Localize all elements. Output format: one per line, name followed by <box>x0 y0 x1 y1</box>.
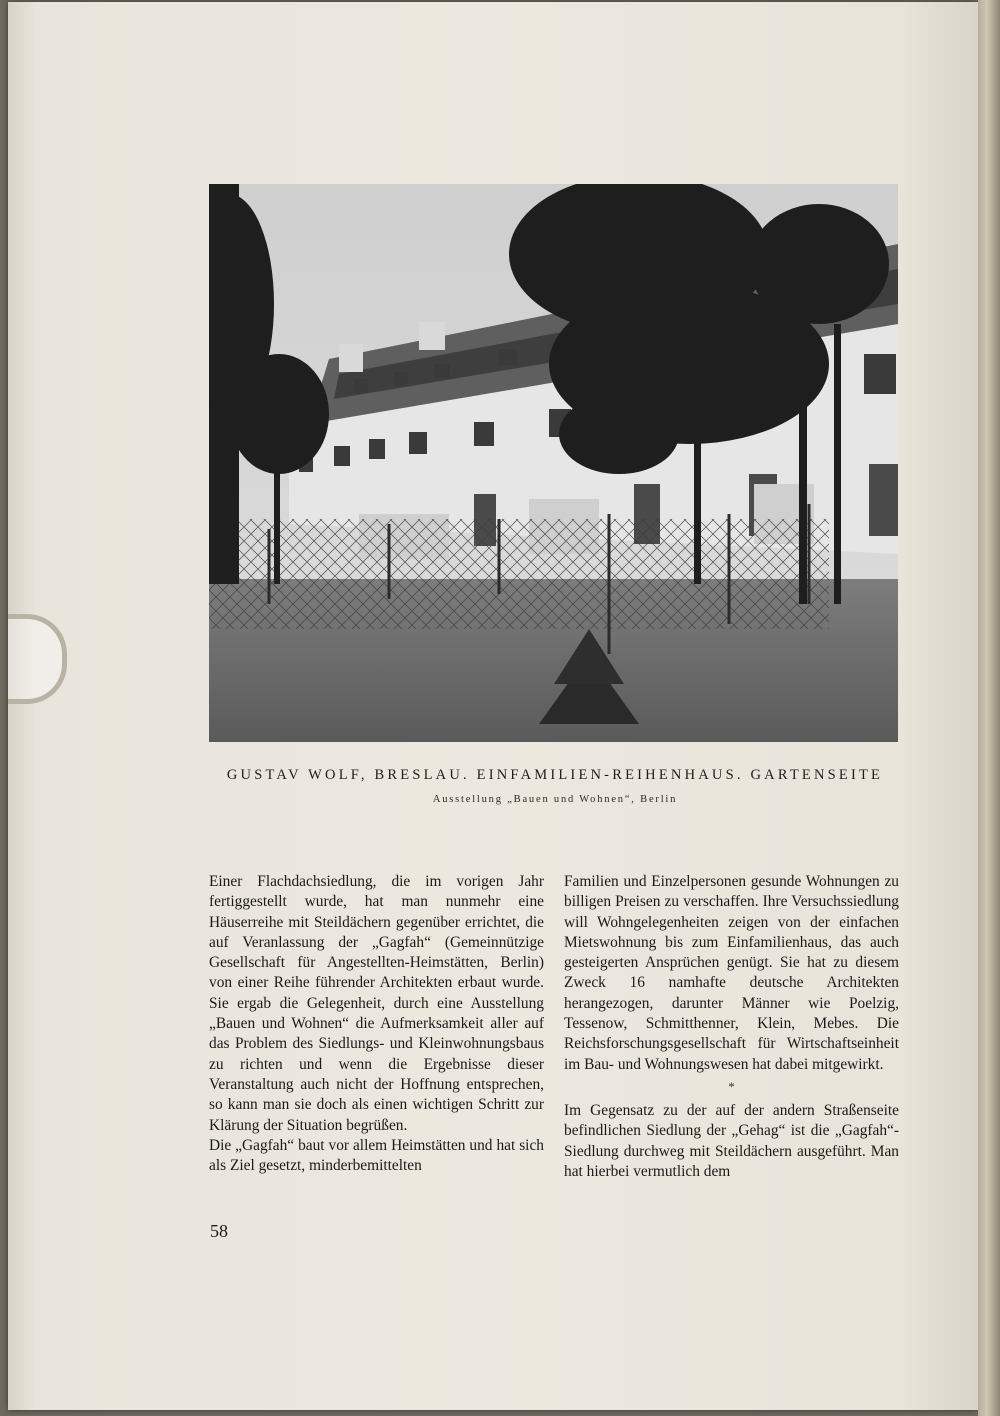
text-column-left <box>209 872 544 1176</box>
page-number: 58 <box>210 1221 228 1241</box>
photo-subcaption: Ausstellung „Bauen und Wohnen“, Berlin <box>432 794 678 805</box>
paragraph: Familien und Einzelpersonen gesunde Wohnungen zu billigen Preisen zu verschaffen. Ihre Versuchssiedlung will Wohngelegenheiten zeigen von der einfachen Mietswohnung bis zum Einfamilienhaus, das auch gesteigerten Ansprüchen genügt. Sie hat zu diesem Zweck 16 namhafte deutsche Architekten herangezogen, darunter Männer wie Poelzig, Tessenow, Schmitthenner, Klein, Mebes. Die Reichsforschungsgesellschaft für Wirtschaftseinheit im Bau- und Wohnungswesen hat dabei mitgewirkt. <box>564 873 899 1073</box>
paragraph: Im Gegensatz zu der auf der andern Straßenseite befindlichen Siedlung der „Gehag“ ist die „Gagfah“-Siedlung durchweg mit Steildächern ausgeführt. Man hat hierbei vermutlich dem <box>564 1101 899 1180</box>
section-separator: * <box>728 1078 735 1094</box>
paragraph: Die „Gagfah“ baut vor allem Heimstätten und hat sich als Ziel gesetzt, minderbemittelten <box>209 1136 544 1175</box>
building-photograph <box>209 184 898 742</box>
text-column-right <box>564 872 899 1182</box>
paper-clip <box>8 614 67 704</box>
photo-caption: GUSTAV WOLF, BRESLAU. EINFAMILIEN-REIHENHAUS. GARTENSEITE <box>226 767 884 783</box>
paragraph: Einer Flachdachsiedlung, die im vorigen Jahr fertiggestellt wurde, hat man nunmehr eine Häuserreihe mit Steildächern gegenüber errichtet, die auf Veranlassung der „Gagfah“ (Gemeinnützige Gesellschaft für Angestellten-Heimstätten, Berlin) von einer Reihe führender Architekten erbaut wurde. Sie ergab die Gelegenheit, durch eine Ausstellung „Bauen und Wohnen“ die Aufmerksamkeit aller auf das Problem des Siedlungs- und Kleinwohnungsbaus zu richten und wenn die Ergebnisse dieser Veranstaltung auch nicht der Hoffnung entsprechen, so kann man sie doch als einen wichtigen Schritt zur Klärung der Situation begrüßen. <box>209 873 544 1134</box>
page-edge <box>978 0 1000 1416</box>
book-page <box>8 2 978 1410</box>
